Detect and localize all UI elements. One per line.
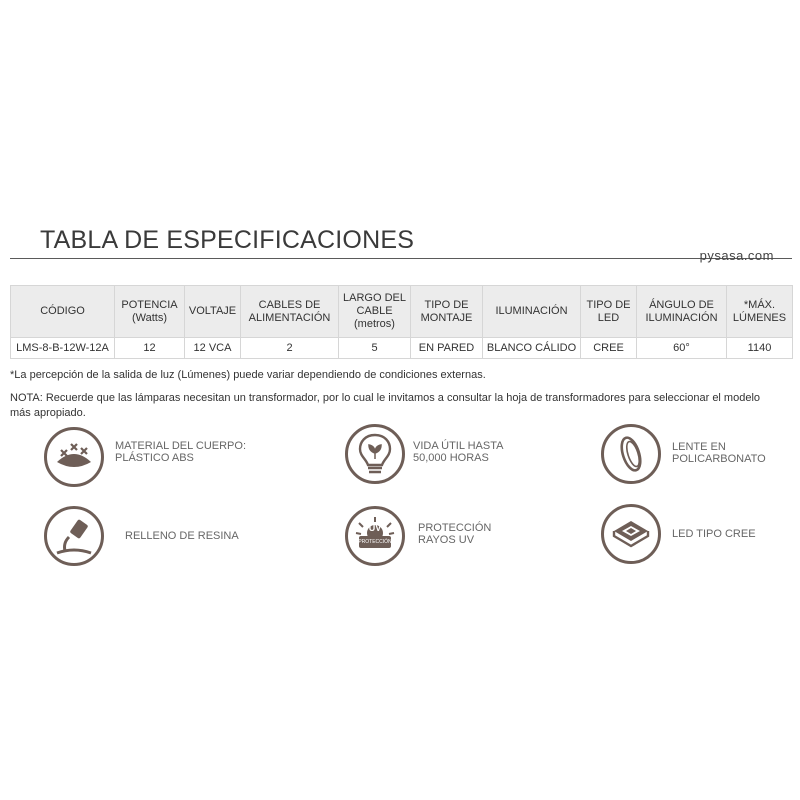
- header-label: TIPO DE MONTAJE: [420, 298, 473, 324]
- header-cables: [241, 286, 339, 338]
- table-row: [11, 338, 793, 359]
- cell-lumenes: 1140: [727, 338, 793, 359]
- header-angulo: [637, 286, 727, 338]
- cell-angulo: 60°: [637, 338, 727, 359]
- feature-relleno-label: RELLENO DE RESINA: [125, 530, 239, 542]
- header-potencia: [115, 286, 185, 338]
- feature-led-label: LED TIPO CREE: [672, 528, 756, 540]
- cell-iluminacion: BLANCO CÁLIDO: [483, 338, 581, 359]
- header-label: POTENCIA (Watts): [121, 298, 178, 324]
- header-iluminacion: [483, 286, 581, 338]
- cell-tipo-led: CREE: [581, 338, 637, 359]
- header-label: LARGO DEL CABLE (metros): [343, 292, 406, 330]
- cell-montaje: EN PARED: [411, 338, 483, 359]
- title-divider: [10, 258, 792, 259]
- feature-lente-label: LENTE EN POLICARBONATO: [672, 441, 766, 465]
- header-codigo: [11, 286, 115, 338]
- specifications-table: [10, 285, 793, 359]
- lumens-footnote: *La percepción de la salida de luz (Lúmenes) puede variar dependiendo de condiciones externas.: [10, 369, 486, 381]
- cell-potencia: 12: [115, 338, 185, 359]
- cell-largo: 5: [339, 338, 411, 359]
- cell-codigo: LMS-8-B-12W-12A: [11, 338, 115, 359]
- feature-vida-label: VIDA ÚTIL HASTA 50,000 HORAS: [413, 440, 504, 464]
- header-label: TIPO DE LED: [586, 298, 631, 324]
- table-header-row: [11, 286, 793, 338]
- header-label: CABLES DE ALIMENTACIÓN: [248, 298, 331, 324]
- header-voltaje: [185, 286, 241, 338]
- header-largo: [339, 286, 411, 338]
- feature-proteccion-label: PROTECCIÓN RAYOS UV: [418, 522, 492, 546]
- header-montaje: [411, 286, 483, 338]
- feature-material-label: MATERIAL DEL CUERPO: PLÁSTICO ABS: [115, 440, 247, 464]
- page-title: TABLA DE ESPECIFICACIONES: [40, 226, 415, 254]
- header-tipo-led: [581, 286, 637, 338]
- lens-icon: [601, 424, 661, 484]
- header-label: *MÁX. LÚMENES: [732, 298, 787, 324]
- light-bulb-icon: [345, 424, 405, 484]
- abs-plastic-icon: [44, 427, 104, 487]
- header-lumenes: [727, 286, 793, 338]
- uv-badge-text: UV: [368, 523, 382, 533]
- header-label: ILUMINACIÓN: [495, 305, 568, 317]
- transformer-note: NOTA: Recuerde que las lámparas necesitan un transformador, por lo cual le invitamos a consultar la hoja de transformadores para seleccionar el modelo más apropiado.: [10, 392, 761, 419]
- header-label: ÁNGULO DE ILUMINACIÓN: [645, 298, 718, 324]
- resin-fill-icon: [44, 506, 104, 566]
- led-chip-icon: [601, 504, 661, 564]
- uv-protection-icon: [345, 506, 405, 566]
- uv-badge-subtext: PROTECCIÓN: [358, 539, 392, 545]
- header-label: VOLTAJE: [188, 305, 237, 317]
- cell-voltaje: 12 VCA: [185, 338, 241, 359]
- website-label: pysasa.com: [699, 248, 774, 263]
- header-label: CÓDIGO: [40, 305, 85, 317]
- cell-cables: 2: [241, 338, 339, 359]
